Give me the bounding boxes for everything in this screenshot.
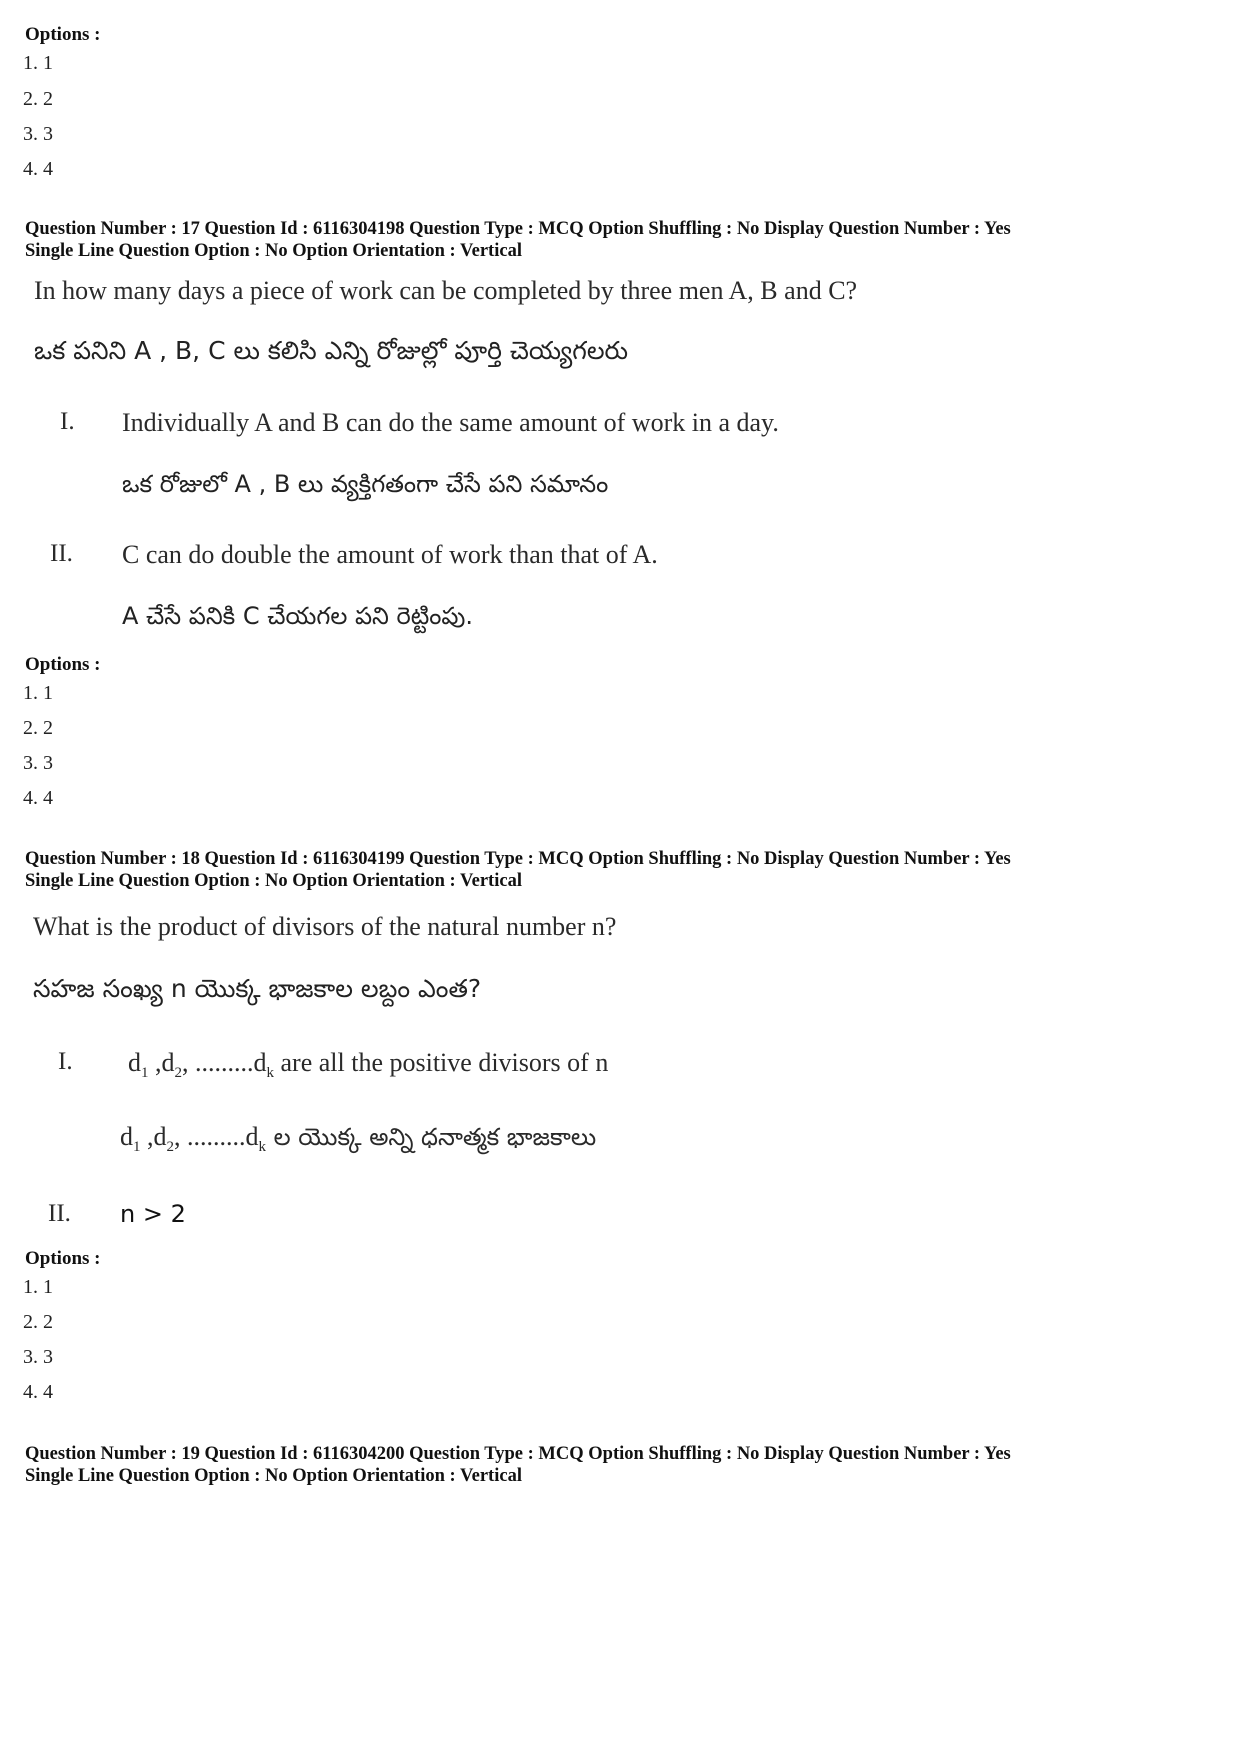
option-4: 4. 4 [23,787,53,809]
option-2: 2. 2 [23,88,53,110]
statement-1-text-te: $d_1$ $,d_2$, $.........d_k$ ల యొక్క అన్ని ధనాత్మక భాజకాలు [120,1122,597,1156]
option-3: 3. 3 [23,752,53,774]
option-3: 3. 3 [23,123,53,145]
option-4: 4. 4 [23,1381,53,1403]
question-meta-line2: Single Line Question Option : No Option Orientation : Vertical [25,241,522,261]
option-2: 2. 2 [23,717,53,739]
option-2: 2. 2 [23,1311,53,1333]
options-label: Options : [25,654,101,675]
statement-1-text-en: Individually A and B can do the same amount of work in a day. [122,408,779,437]
statement-1-text-en: $d_1$ $,d_2$, $.........d_k$ are all the positive divisors of n [128,1048,609,1082]
question-meta-line1: Question Number : 18 Question Id : 6116304199 Question Type : MCQ Option Shuffling : No Display Question Number : Yes [25,849,1011,869]
option-1: 1. 1 [23,1276,53,1298]
statement-1-text-te: ఒక రోజులో A , B లు వ్యక్తిగతంగా చేసే పని సమానం [122,470,609,498]
options-label: Options : [25,1248,101,1269]
options-label: Options : [25,24,101,45]
statement-2-text-en: C can do double the amount of work than that of A. [122,540,658,569]
question-text-te: ఒక పనిని A , B, C లు కలిసి ఎన్ని రోజుల్లో పూర్తి చెయ్యగలరు [34,336,629,365]
question-meta-line2: Single Line Question Option : No Option Orientation : Vertical [25,871,522,891]
statement-2-text: n > 2 [120,1200,186,1228]
statement-2-text-te: A చేసే పనికి C చేయగల పని రెట్టింపు. [122,602,474,630]
question-text-en: In how many days a piece of work can be completed by three men A, B and C? [34,276,858,305]
question-meta-line2: Single Line Question Option : No Option Orientation : Vertical [25,1466,522,1486]
statement-2-numeral: II. [48,1200,71,1227]
question-meta-line1: Question Number : 17 Question Id : 6116304198 Question Type : MCQ Option Shuffling : No Display Question Number : Yes [25,219,1011,239]
statement-1-numeral: I. [58,1048,73,1075]
question-text-te: సహజ సంఖ్య n యొక్క భాజకాల లబ్దం ఎంత? [33,974,482,1003]
option-1: 1. 1 [23,682,53,704]
option-4: 4. 4 [23,158,53,180]
statement-2-numeral: II. [50,540,73,567]
question-meta-line1: Question Number : 19 Question Id : 6116304200 Question Type : MCQ Option Shuffling : No Display Question Number : Yes [25,1444,1011,1464]
statement-1-numeral: I. [60,408,75,435]
question-text-en: What is the product of divisors of the natural number n? [33,912,617,941]
option-3: 3. 3 [23,1346,53,1368]
option-1: 1. 1 [23,52,53,74]
